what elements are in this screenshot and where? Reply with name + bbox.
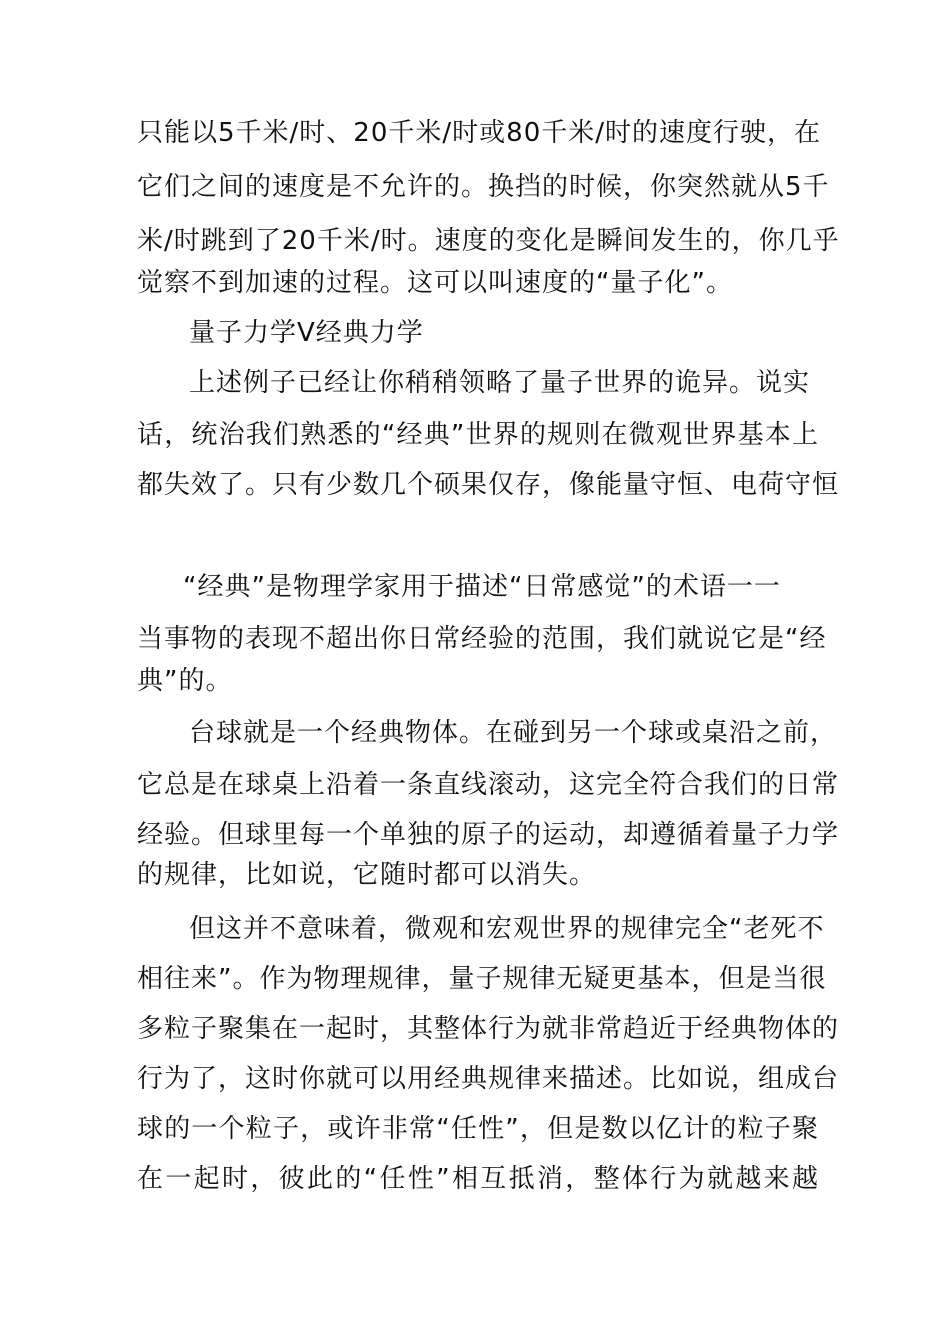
text-line: 它总是在球桌上沿着一条直线滚动，这完全符合我们的日常	[137, 770, 840, 800]
text-line: 话，统治我们熟悉的“经典”世界的规则在微观世界基本上	[137, 420, 819, 450]
text-line: 米/时跳到了20千米/时。速度的变化是瞬间发生的，你几乎	[137, 226, 840, 256]
text-line: 的规律，比如说，它随时都可以消失。	[137, 860, 597, 890]
text-line: 经验。但球里每一个单独的原子的运动，却遵循着量子力学	[137, 820, 840, 850]
text-line: 相往来”。作为物理规律，量子规律无疑更基本，但是当很	[137, 964, 827, 994]
text-line: 只能以5千米/时、20千米/时或80千米/时的速度行驶，在	[137, 118, 821, 148]
text-line: 当事物的表现不超出你日常经验的范围，我们就说它是“经	[137, 624, 827, 654]
section-heading: 量子力学V经典力学	[189, 318, 424, 348]
text-line: 它们之间的速度是不允许的。换挡的时候，你突然就从5千	[137, 172, 830, 202]
text-line: 都失效了。只有少数几个硕果仅存，像能量守恒、电荷守恒	[137, 470, 840, 500]
text-line: “经典”是物理学家用于描述“日常感觉”的术语一一	[183, 572, 781, 602]
text-line: 球的一个粒子，或许非常“任性”，但是数以亿计的粒子聚	[137, 1114, 819, 1144]
text-line: 在一起时，彼此的“任性”相互抵消，整体行为就越来越	[137, 1164, 819, 1194]
text-line: 觉察不到加速的过程。这可以叫速度的“量子化”。	[137, 268, 733, 298]
text-line: 典”的。	[137, 666, 233, 696]
text-line: 上述例子已经让你稍稍领略了量子世界的诡异。说实	[189, 368, 811, 398]
text-line: 台球就是一个经典物体。在碰到另一个球或桌沿之前，	[189, 718, 838, 748]
text-line: 多粒子聚集在一起时，其整体行为就非常趋近于经典物体的	[137, 1014, 840, 1044]
text-line: 行为了，这时你就可以用经典规律来描述。比如说，组成台	[137, 1064, 840, 1094]
text-line: 但这并不意味着，微观和宏观世界的规律完全“老死不	[189, 914, 825, 944]
